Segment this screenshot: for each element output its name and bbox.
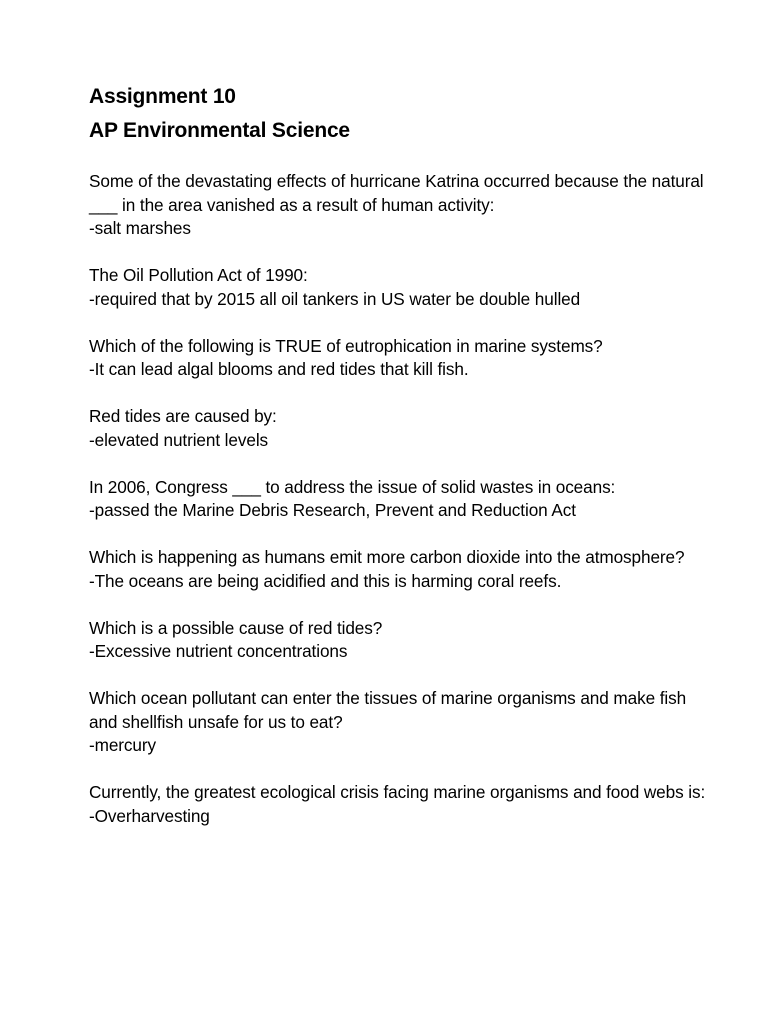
qa-item-6 [89, 546, 709, 593]
document-content [89, 80, 709, 852]
question-text: Currently, the greatest ecological crisis facing marine organisms and food webs is: [89, 782, 706, 802]
answer-text: -The oceans are being acidified and this is harming coral reefs. [89, 570, 562, 591]
qa-item-1 [89, 170, 709, 241]
qa-item-9 [89, 781, 709, 828]
question-text: Some of the devastating effects of hurricane Katrina occurred because the natural ___ in the area vanished as a result of human activity: [89, 171, 704, 215]
question-text: Which ocean pollutant can enter the tissues of marine organisms and make fish and shellfish unsafe for us to eat? [89, 688, 687, 732]
question-text: Which is happening as humans emit more carbon dioxide into the atmosphere? [89, 547, 685, 567]
answer-text: -mercury [89, 735, 156, 755]
answer-text: -It can lead algal blooms and red tides that kill fish. [89, 359, 469, 379]
answer-text: -Overharvesting [89, 805, 210, 826]
qa-item-7 [89, 617, 709, 664]
answer-text: -Excessive nutrient concentrations [89, 641, 348, 661]
qa-item-5 [89, 476, 709, 523]
answer-text: -passed the Marine Debris Research, Prevent and Reduction Act [89, 500, 576, 520]
answer-text: -elevated nutrient levels [89, 429, 269, 450]
qa-item-3 [89, 335, 709, 382]
qa-item-2 [89, 264, 709, 311]
assignment-title: Assignment 10 [89, 85, 236, 108]
answer-text: -required that by 2015 all oil tankers in US water be double hulled [89, 288, 581, 309]
qa-item-4 [89, 405, 709, 452]
question-text: In 2006, Congress ___ to address the issue of solid wastes in oceans: [89, 476, 616, 497]
answer-text: -salt marshes [89, 218, 191, 238]
qa-item-8 [89, 687, 709, 758]
question-text: Which is a possible cause of red tides? [89, 617, 383, 638]
question-list [89, 170, 709, 828]
question-text: The Oil Pollution Act of 1990: [89, 265, 308, 285]
course-title: AP Environmental Science [89, 119, 350, 142]
question-text: Which of the following is TRUE of eutrophication in marine systems? [89, 335, 603, 356]
question-text: Red tides are caused by: [89, 406, 277, 426]
